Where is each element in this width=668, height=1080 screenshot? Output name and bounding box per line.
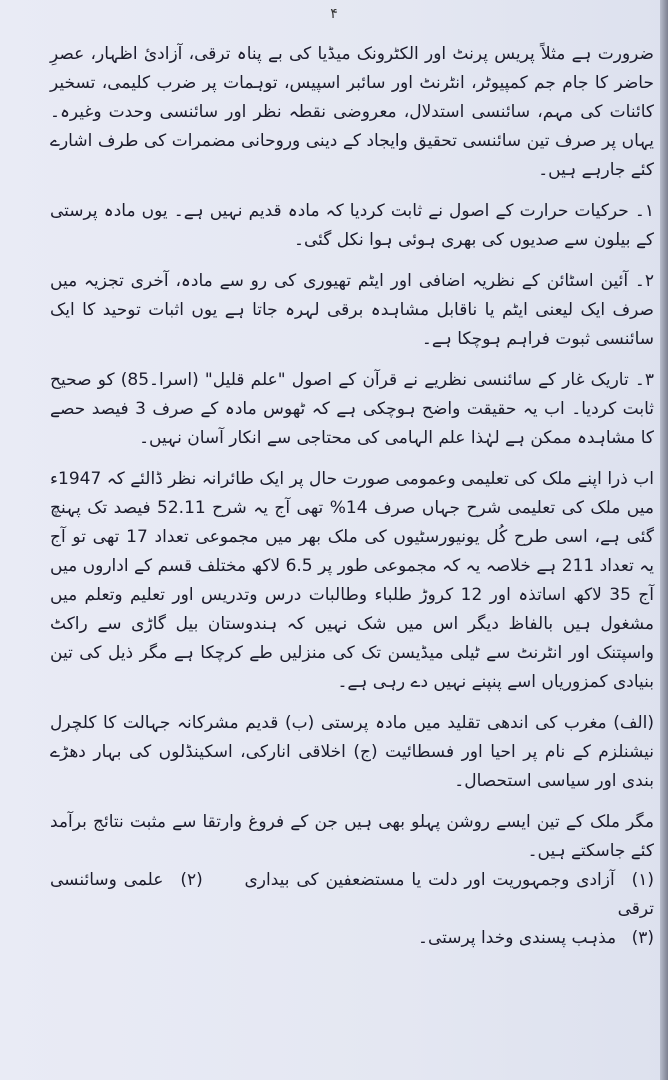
page-body — [50, 40, 654, 953]
list-item-number: (۳) — [631, 928, 654, 948]
list-item-text: آزادی وجمہوریت اور دلت یا مستضعفین کی بیداری — [244, 870, 615, 890]
list-item-number: (۲) — [180, 870, 203, 890]
paragraph-point-2: ۲۔ آئین اسٹائن کے نظریہ اضافی اور ایٹم تھیوری کی رو سے مادہ، آخری تجزیہ میں صرف ایک لیعنی ایٹم یا ناقابل مشاہدہ برقی لہرہ جاتا ہے یوں اثبات توحید کا ایک سائنسی ثبوت فراہم ہوچکا ہے۔ — [50, 271, 654, 349]
list-item-text: علمی وسائنسی ترقی — [50, 870, 654, 919]
list-item — [50, 866, 654, 924]
list-item-text: مذہب پسندی وخدا پرستی۔ — [418, 928, 617, 948]
page-number: ۴ — [330, 6, 338, 22]
paragraph-point-3: ۳۔ تاریک غار کے سائنسی نظریے نے قرآن کے اصول "علم قلیل" (اسرا۔85) کو صحیح ثابت کردیا۔ اب یہ حقیقت واضح ہوچکی ہے کہ ٹھوس مادہ کے صرف 3 فیصد حصے کا مشاہدہ ممکن ہے لہٰذا علم الہامی کی محتاجی سے انکار آسان نہیں۔ — [50, 370, 654, 448]
paragraph-point-1: ۱۔ حرکیات حرارت کے اصول نے ثابت کردیا کہ مادہ قدیم نہیں ہے۔ یوں مادہ پرستی کے بیلون سے صدیوں کی بھری ہوئی ہوا نکل گئی۔ — [50, 201, 654, 250]
paragraph-intro: ضرورت ہے مثلاً پریس پرنٹ اور الکٹرونک میڈیا کی بے پناہ ترقی، آزادیٔ اظہار، عصرِ حاضر کا جام جم کمپیوٹر، انٹرنٹ اور سائبر اسپیس، توہمات پر ضرب کلیمی، تسخیر کائنات کی مہم، سائنسی استدلال، معروضی نقطہ نظر اور سائنسی وحدت وغیرہ۔ یہاں پر صرف تین سائنسی تحقیق وایجاد کے دینی وروحانی مضمرات کی طرف اشارے کئے جارہے ہیں۔ — [50, 44, 654, 180]
paragraph-bright-aspects: مگر ملک کے تین ایسے روشن پہلو بھی ہیں جن کے فروغ وارتقا سے مثبت نتائج برآمد کئے جاسکتے ہیں۔ — [50, 812, 654, 861]
page-edge-shadow — [660, 0, 668, 1080]
paragraph-education-stats: اب ذرا اپنے ملک کی تعلیمی وعمومی صورت حال پر ایک طائرانہ نظر ڈالئے کہ 1947ء میں ملک کی تعلیمی شرح جہاں صرف 14% تھی آج یہ شرح 52.11 فیصد تک پہنچ گئی ہے، اسی طرح کُل یونیورسٹیوں کی ملک بھر میں مجموعی تعداد 17 تھی تو آج یہ تعداد 211 ہے خلاصہ یہ کہ مجموعی طور پر 6.5 لاکھ مختلف قسم کے اداروں میں آج 35 لاکھ اساتذہ اور 12 کروڑ طلباء وطالبات درس وتدریس اور تعلیم وتعلم میں مشغول ہیں بالفاظ دیگر اس میں شک نہیں کہ ہندوستان بیل گاڑی سے راکٹ واسپتنک اور انٹرنٹ سے ٹیلی میڈیسن تک کی منزلیں طے کرچکا ہے مگر ذیل کی تین بنیادی کمزوریاں اسے پنپنے نہیں دے رہی ہے۔ — [50, 469, 654, 692]
list-item-number: (۱) — [631, 870, 654, 890]
list-item — [50, 924, 654, 953]
paragraph-weaknesses: (الف) مغرب کی اندھی تقلید میں مادہ پرستی (ب) قدیم مشرکانہ جہالت کا کلچرل نیشنلزم کے نام پر احیا اور فسطائیت (ج) اخلاقی انارکی، اسکینڈلوں کی بہار دھڑے بندی اور سیاسی استحصال۔ — [50, 713, 654, 791]
